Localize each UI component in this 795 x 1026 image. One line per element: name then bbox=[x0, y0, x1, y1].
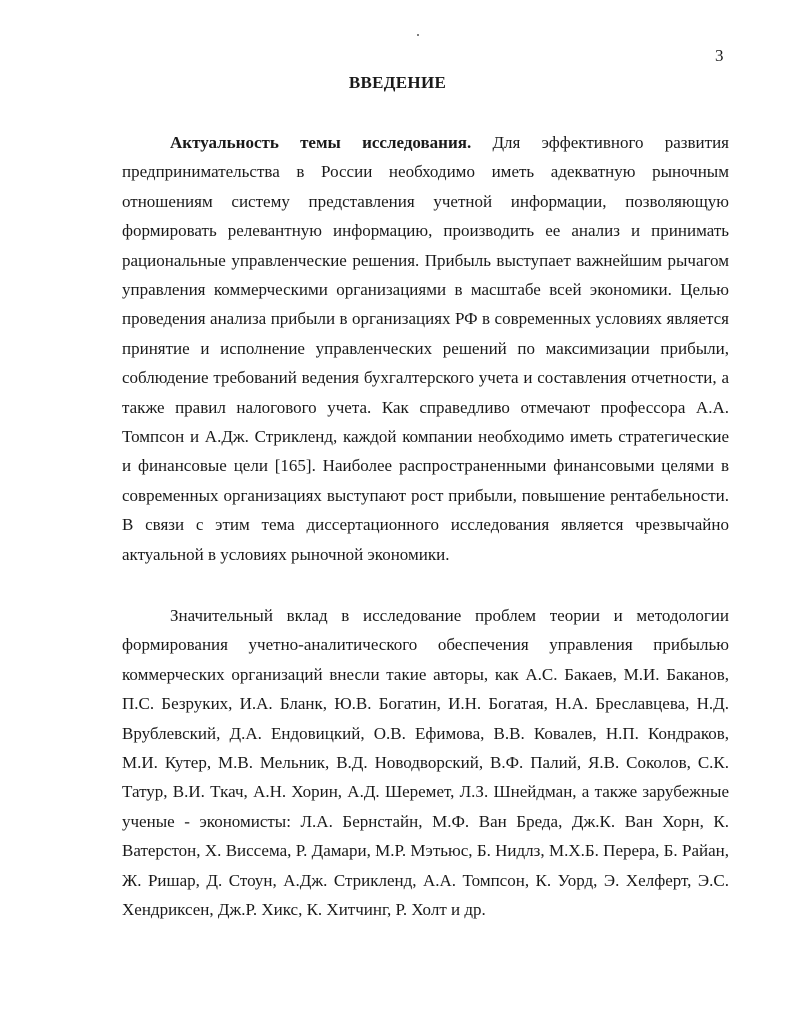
paragraph-text: Значительный вклад в исследование проблем теории и методологии формирования учетно-аналитического обеспечения управления прибылью коммерческих организаций внесли такие авторы, как А.С. Бакаев, М.И. Баканов, П.С. Безруких, И.А. Бланк, Ю.В. Богатин, И.Н. Богатая, Н.А. Бреславцева, Н.Д. Врублевский, Д.А. Ендовицкий, О.В. Ефимова, В.В. Ковалев, Н.П. Кондраков, М.И. Кутер, М.В. Мельник, В.Д. Новодворский, В.Ф. Палий, Я.В. Соколов, С.К. Татур, В.И. Ткач, А.Н. Хорин, А.Д. Шеремет, Л.З. Шнейдман, а также зарубежные ученые - экономисты: Л.А. Бернстайн, М.Ф. Ван Бреда, Дж.К. Ван Хорн, К. Ватерстон, Х. Виссема, Р. Дамари, М.Р. Мэтьюс, Б. Нидлз, М.Х.Б. Перера, Б. Райан, Ж. Ришар, Д. Стоун, А.Дж. Стрикленд, А.А. Томпсон, К. Уорд, Э. Хелферт, Э.С. Хендриксен, Дж.Р. Хикс, К. Хитчинг, Р. Холт и др. bbox=[122, 606, 729, 920]
scan-speck bbox=[417, 34, 419, 36]
paragraph-lead: Актуальность темы исследования. bbox=[170, 133, 472, 152]
paragraph-relevance bbox=[122, 128, 729, 569]
paragraph-text: Для эффективного развития предпринимательства в России необходимо иметь адекватную рыночным отношениям систему представления учетной информации, позволяющую формировать релевантную информацию, производить ее анализ и принимать рациональные управленческие решения. Прибыль выступает важнейшим рычагом управления коммерческими организациями в масштабе всей экономики. Целью проведения анализа прибыли в организациях РФ в современных условиях является принятие и исполнение управленческих решений по максимизации прибыли, соблюдение требований ведения бухгалтерского учета и составления отчетности, а также правил налогового учета. Как справедливо отмечают профессора А.А. Томпсон и А.Дж. Стрикленд, каждой компании необходимо иметь стратегические и финансовые цели [165]. Наиболее распространенными финансовыми целями в современных организациях выступают рост прибыли, повышение рентабельности. В связи с этим тема диссертационного исследования является чрезвычайно актуальной в условиях рыночной экономики. bbox=[122, 133, 729, 564]
page-number: 3 bbox=[715, 46, 724, 65]
page-title: ВВЕДЕНИЕ bbox=[348, 73, 447, 92]
paragraph-authors bbox=[122, 601, 729, 924]
